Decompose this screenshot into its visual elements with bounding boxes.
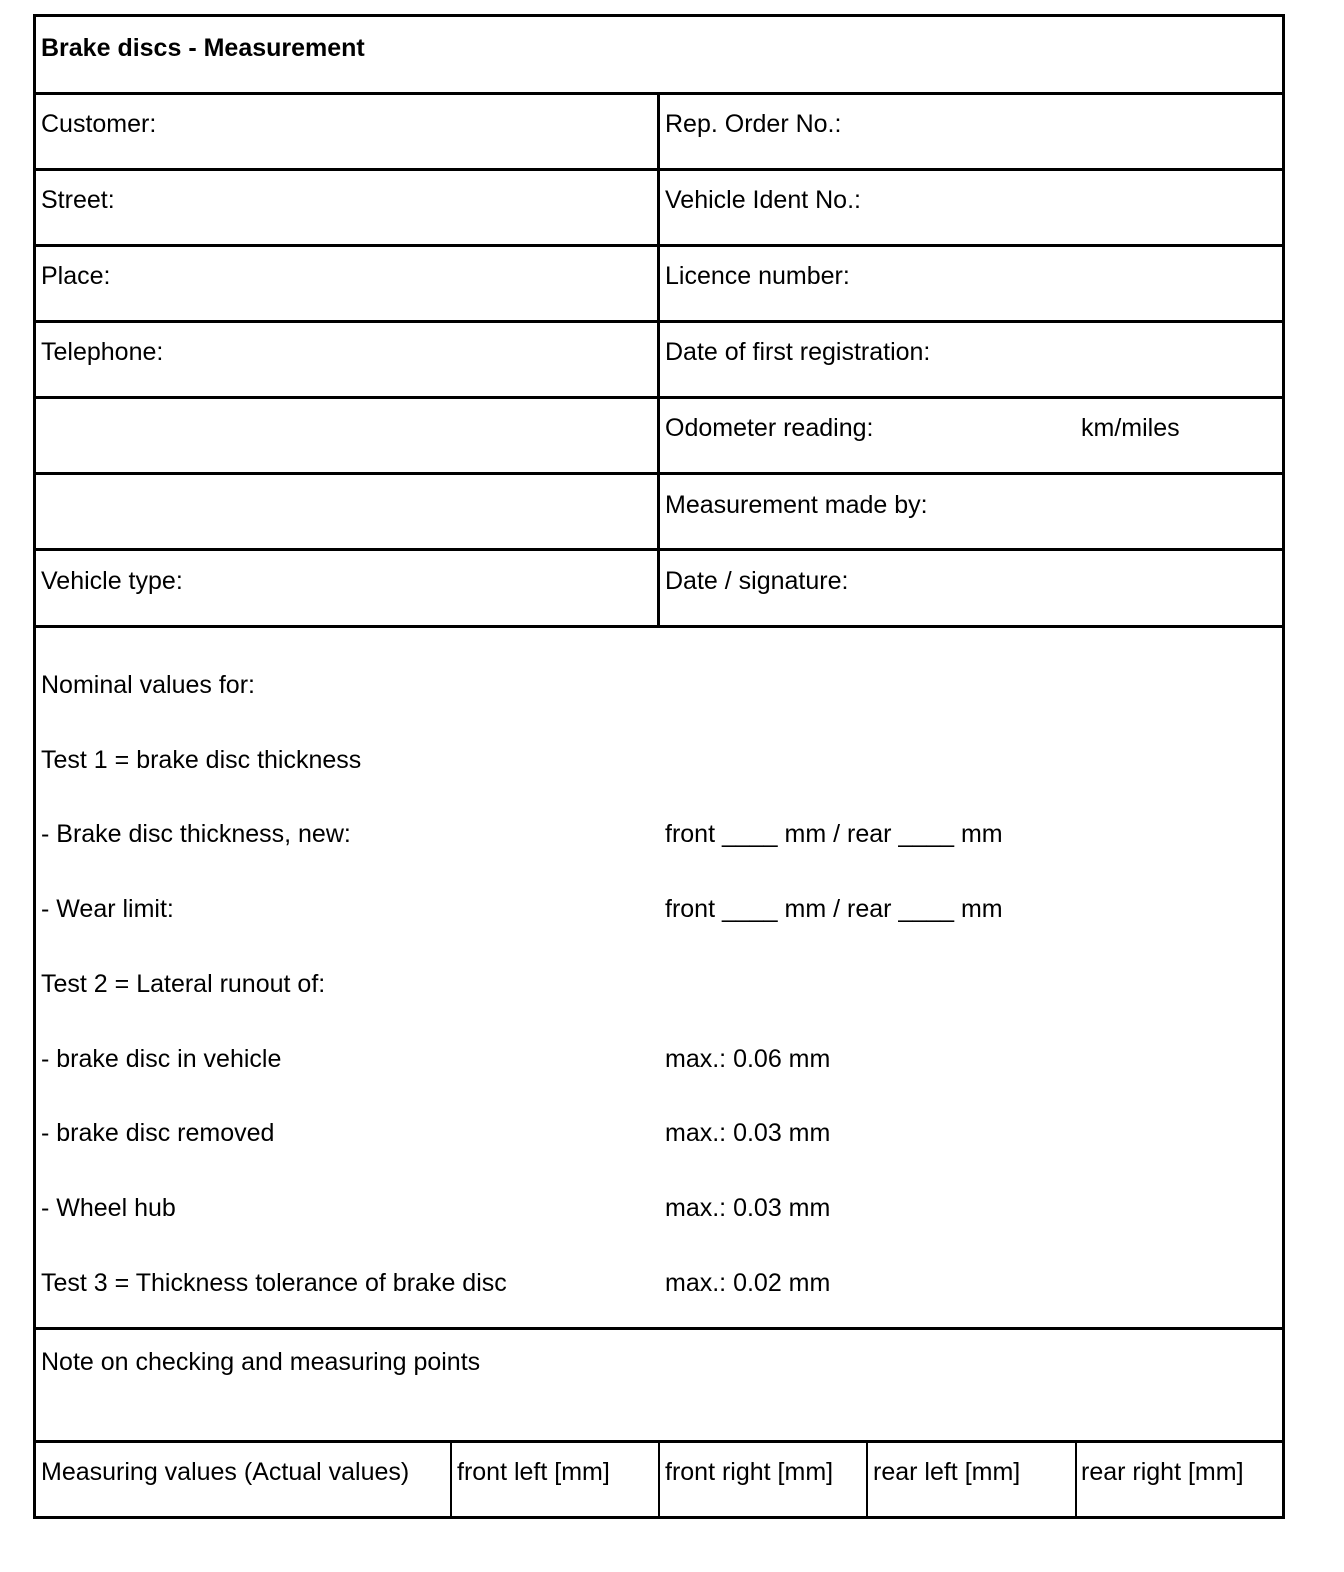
nominal-value: front ____ mm / rear ____ mm: [665, 895, 1003, 923]
telephone-label: Telephone:: [41, 338, 164, 366]
column-divider: [658, 1440, 660, 1518]
licence-number-label: Licence number:: [665, 262, 850, 290]
nominal-label: Test 1 = brake disc thickness: [41, 746, 362, 774]
column-divider: [1075, 1440, 1077, 1518]
customer-label: Customer:: [41, 110, 157, 138]
nominal-label: - brake disc removed: [41, 1119, 275, 1147]
column-divider: [657, 92, 660, 627]
column-rear-right: rear right [mm]: [1081, 1458, 1244, 1486]
nominal-label: Test 3 = Thickness tolerance of brake disc: [41, 1269, 507, 1297]
rep-order-label: Rep. Order No.:: [665, 110, 842, 138]
border-right: [1282, 14, 1285, 1519]
divider: [34, 14, 1285, 17]
column-divider: [450, 1440, 452, 1518]
nominal-value: max.: 0.02 mm: [665, 1269, 831, 1297]
nominal-value: front ____ mm / rear ____ mm: [665, 820, 1003, 848]
nominal-label: - brake disc in vehicle: [41, 1045, 282, 1073]
first-registration-label: Date of first registration:: [665, 338, 931, 366]
note-label: Note on checking and measuring points: [41, 1348, 481, 1376]
column-front-left: front left [mm]: [457, 1458, 610, 1486]
measurement-by-label: Measurement made by:: [665, 491, 928, 519]
nominal-heading: Nominal values for:: [41, 671, 255, 699]
border-left: [33, 14, 36, 1519]
column-rear-left: rear left [mm]: [873, 1458, 1021, 1486]
vehicle-ident-label: Vehicle Ident No.:: [665, 186, 861, 214]
date-signature-label: Date / signature:: [665, 567, 849, 595]
odometer-unit: km/miles: [1081, 414, 1180, 442]
odometer-label: Odometer reading:: [665, 414, 874, 442]
form-title: Brake discs - Measurement: [41, 34, 365, 62]
vehicle-type-label: Vehicle type:: [41, 567, 183, 595]
column-divider: [866, 1440, 868, 1518]
place-label: Place:: [41, 262, 111, 290]
nominal-value: max.: 0.03 mm: [665, 1119, 831, 1147]
street-label: Street:: [41, 186, 115, 214]
measuring-values-label: Measuring values (Actual values): [41, 1458, 410, 1486]
divider: [34, 1327, 1285, 1330]
nominal-label: - Brake disc thickness, new:: [41, 820, 351, 848]
nominal-label: - Wheel hub: [41, 1194, 176, 1222]
nominal-value: max.: 0.06 mm: [665, 1045, 831, 1073]
nominal-label: Test 2 = Lateral runout of:: [41, 970, 326, 998]
nominal-value: max.: 0.03 mm: [665, 1194, 831, 1222]
column-front-right: front right [mm]: [665, 1458, 834, 1486]
nominal-label: - Wear limit:: [41, 895, 174, 923]
